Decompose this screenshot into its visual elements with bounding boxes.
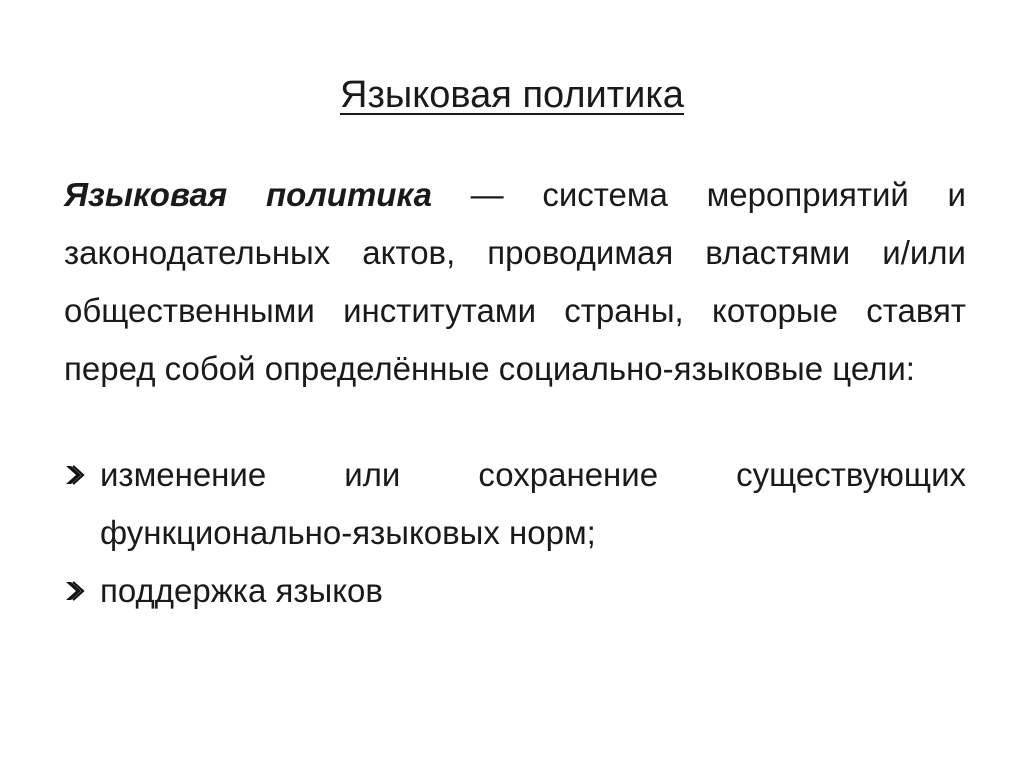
bullet-text: изменение или сохранение существующих функционально-языковых норм;: [100, 456, 966, 551]
checkmark-arrow-bullet-icon: [64, 462, 90, 488]
list-item: [64, 446, 966, 562]
definition-term: Языковая политика: [64, 176, 432, 213]
slide-title: [0, 70, 1024, 120]
bullet-text: поддержка языков: [100, 572, 383, 609]
slide-title-text: Языковая политика: [340, 74, 684, 116]
list-item: [64, 562, 966, 620]
definition-paragraph: [64, 166, 966, 398]
bullet-list: [64, 446, 966, 620]
checkmark-arrow-bullet-icon: [64, 578, 90, 604]
definition-text: — система мероприятий и законодательных актов, проводимая властями и/или общественными институтами страны, которые ставят перед собой определённые социально-языковые цели:: [64, 176, 966, 387]
